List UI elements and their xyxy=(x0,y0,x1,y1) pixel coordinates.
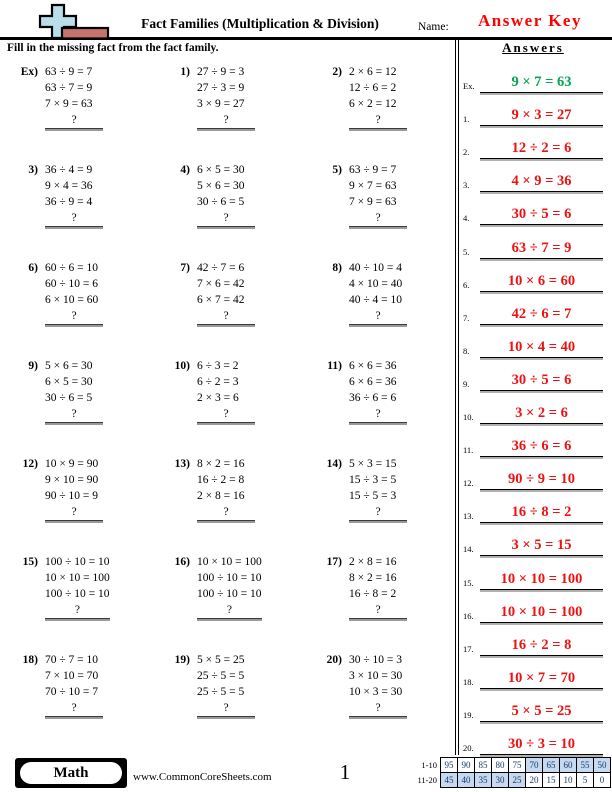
score-cell: 75 xyxy=(508,757,526,773)
score-cell: 95 xyxy=(440,757,458,773)
equation-line: 6 × 6 = 36 xyxy=(349,360,397,372)
problem xyxy=(304,257,455,355)
missing-fact-blank: ? xyxy=(349,700,407,717)
answer-number-label: 2. xyxy=(463,147,470,158)
equation-line: 60 ÷ 10 = 6 xyxy=(45,278,99,290)
answer-value: 16 ÷ 8 = 2 xyxy=(480,504,603,523)
answer-row xyxy=(463,457,603,490)
equation-line: 6 × 10 = 60 xyxy=(45,294,99,306)
score-cell: 30 xyxy=(491,772,509,788)
score-cell: 55 xyxy=(576,757,594,773)
problem xyxy=(0,453,152,551)
fact-family xyxy=(45,554,110,649)
equation-line: 15 ÷ 3 = 5 xyxy=(349,474,397,486)
equation-line: 90 ÷ 10 = 9 xyxy=(45,490,99,502)
equation-line: 30 ÷ 10 = 3 xyxy=(349,654,403,666)
answer-number-label: 6. xyxy=(463,279,470,290)
equation-line: 36 ÷ 9 = 4 xyxy=(45,196,93,208)
answer-value: 3 × 5 = 15 xyxy=(480,537,603,556)
answers-title: Answers xyxy=(502,40,564,55)
fact-family xyxy=(45,358,103,453)
problem-number: 13) xyxy=(174,458,190,470)
answer-number-label: 12. xyxy=(463,478,474,489)
equation-line: 2 × 6 = 12 xyxy=(349,66,397,78)
answer-value: 10 × 7 = 70 xyxy=(480,670,603,689)
problem-number: 7) xyxy=(180,262,190,274)
equation-line: 4 × 10 = 40 xyxy=(349,278,403,290)
fact-family xyxy=(349,358,407,453)
problem xyxy=(152,355,304,453)
answer-number-label: 16. xyxy=(463,610,474,621)
equation-line: 5 × 3 = 15 xyxy=(349,458,397,470)
problem xyxy=(0,355,152,453)
answer-value: 9 × 7 = 63 xyxy=(480,74,603,93)
equation-line: 100 ÷ 10 = 10 xyxy=(197,572,262,584)
fact-family xyxy=(197,456,255,551)
answer-value: 4 × 9 = 36 xyxy=(480,173,603,192)
problem-number: 11) xyxy=(327,360,342,372)
equation-line: 8 × 2 = 16 xyxy=(349,572,397,584)
page-number: 1 xyxy=(339,760,351,784)
equation-line: 9 × 10 = 90 xyxy=(45,474,99,486)
equation-line: 6 × 7 = 42 xyxy=(197,294,245,306)
answer-number-label: 14. xyxy=(463,544,474,555)
fact-family xyxy=(45,652,103,747)
problems-area xyxy=(0,40,455,755)
brand-label: Math xyxy=(20,762,122,784)
missing-fact-blank: ? xyxy=(349,308,407,325)
answer-number-label: 13. xyxy=(463,511,474,522)
equation-line: 7 × 10 = 70 xyxy=(45,670,99,682)
missing-fact-blank: ? xyxy=(45,504,103,521)
equation-line: 9 × 4 = 36 xyxy=(45,180,93,192)
problem xyxy=(0,551,152,649)
score-cell: 35 xyxy=(474,772,492,788)
problem-number: 19) xyxy=(174,654,190,666)
missing-fact-blank: ? xyxy=(45,700,103,717)
missing-fact-blank: ? xyxy=(197,210,255,227)
answer-number-label: 8. xyxy=(463,345,470,356)
answer-value: 10 × 4 = 40 xyxy=(480,339,603,358)
fact-family xyxy=(45,64,103,159)
problem xyxy=(0,649,152,747)
equation-line: 16 ÷ 2 = 8 xyxy=(197,474,245,486)
score-row xyxy=(405,757,611,773)
fact-family xyxy=(45,456,103,551)
equation-line: 7 × 9 = 63 xyxy=(349,196,397,208)
answer-value: 30 ÷ 5 = 6 xyxy=(480,372,603,391)
answer-row xyxy=(463,225,603,258)
equation-line: 6 ÷ 2 = 3 xyxy=(197,376,239,388)
fact-family xyxy=(349,162,407,257)
equation-line: 63 ÷ 9 = 7 xyxy=(349,164,397,176)
problem xyxy=(152,159,304,257)
missing-fact-blank: ? xyxy=(349,210,407,227)
answer-row xyxy=(463,292,603,325)
missing-fact-blank: ? xyxy=(197,112,255,129)
equation-line: 100 ÷ 10 = 10 xyxy=(45,556,110,568)
problem xyxy=(0,257,152,355)
problem-number: 6) xyxy=(28,262,38,274)
answer-value: 10 × 6 = 60 xyxy=(480,273,603,292)
answer-row xyxy=(463,424,603,457)
problem-number: 9) xyxy=(28,360,38,372)
problem xyxy=(304,61,455,159)
equation-line: 7 × 6 = 42 xyxy=(197,278,245,290)
answer-row xyxy=(463,689,603,722)
missing-fact-blank: ? xyxy=(45,210,103,227)
fact-family xyxy=(349,260,407,355)
equation-line: 6 × 5 = 30 xyxy=(45,376,93,388)
problem-number: 16) xyxy=(174,556,190,568)
problem-number: 8) xyxy=(332,262,342,274)
problem-number: 12) xyxy=(22,458,38,470)
problem-number: 17) xyxy=(326,556,342,568)
missing-fact-blank: ? xyxy=(197,406,255,423)
answer-number-label: 17. xyxy=(463,643,474,654)
answer-row xyxy=(463,60,603,93)
score-row-label: 1-10 xyxy=(421,760,437,770)
equation-line: 36 ÷ 4 = 9 xyxy=(45,164,93,176)
name-label: Name: xyxy=(418,21,449,33)
answer-number-label: 11. xyxy=(463,445,474,456)
answer-row xyxy=(463,358,603,391)
problem xyxy=(0,61,152,159)
score-cells xyxy=(440,757,611,773)
score-cell: 15 xyxy=(542,772,560,788)
missing-fact-blank: ? xyxy=(349,602,407,619)
fact-family xyxy=(197,64,255,159)
problem-number: 5) xyxy=(332,164,342,176)
equation-line: 100 ÷ 10 = 10 xyxy=(197,588,262,600)
problem xyxy=(304,649,455,747)
problem-number: Ex) xyxy=(20,66,38,78)
equation-line: 2 × 8 = 16 xyxy=(197,490,245,502)
equation-line: 40 ÷ 10 = 4 xyxy=(349,262,403,274)
equation-line: 2 × 3 = 6 xyxy=(197,392,239,404)
equation-line: 10 × 9 = 90 xyxy=(45,458,99,470)
missing-fact-blank: ? xyxy=(349,112,407,129)
problem xyxy=(304,355,455,453)
answer-row xyxy=(463,556,603,589)
score-cell: 60 xyxy=(559,757,577,773)
problem xyxy=(304,453,455,551)
equation-line: 63 ÷ 9 = 7 xyxy=(45,66,93,78)
equation-line: 3 × 10 = 30 xyxy=(349,670,403,682)
answer-number-label: 9. xyxy=(463,378,470,389)
equation-line: 60 ÷ 6 = 10 xyxy=(45,262,99,274)
fact-family xyxy=(197,358,255,453)
answers-list xyxy=(463,60,603,755)
problem-number: 20) xyxy=(326,654,342,666)
score-row xyxy=(405,772,611,788)
answer-number-label: 4. xyxy=(463,213,470,224)
problem-number: 2) xyxy=(332,66,342,78)
score-cell: 45 xyxy=(440,772,458,788)
problem-number: 15) xyxy=(22,556,38,568)
answer-row xyxy=(463,391,603,424)
footer xyxy=(0,755,612,792)
problem xyxy=(152,453,304,551)
equation-line: 25 ÷ 5 = 5 xyxy=(197,686,245,698)
answer-row xyxy=(463,590,603,623)
equation-line: 5 × 5 = 25 xyxy=(197,654,245,666)
answer-row xyxy=(463,623,603,656)
missing-fact-blank: ? xyxy=(197,602,262,619)
answer-number-label: 18. xyxy=(463,676,474,687)
answer-value: 30 ÷ 5 = 6 xyxy=(480,206,603,225)
missing-fact-blank: ? xyxy=(197,700,255,717)
answer-row xyxy=(463,259,603,292)
answer-value: 10 × 10 = 100 xyxy=(480,571,603,590)
answer-number-label: 1. xyxy=(463,114,470,125)
equation-line: 30 ÷ 6 = 5 xyxy=(45,392,93,404)
problem-number: 10) xyxy=(174,360,190,372)
problem-number: 3) xyxy=(28,164,38,176)
answer-value: 16 ÷ 2 = 8 xyxy=(480,637,603,656)
score-cells xyxy=(440,772,611,788)
answer-value: 12 ÷ 2 = 6 xyxy=(480,140,603,159)
fact-family xyxy=(197,260,255,355)
problems-grid xyxy=(0,61,455,747)
fact-family xyxy=(349,456,407,551)
score-cell: 70 xyxy=(525,757,543,773)
equation-line: 27 ÷ 9 = 3 xyxy=(197,66,245,78)
fact-family xyxy=(349,652,407,747)
answer-number-label: Ex. xyxy=(463,81,475,92)
answer-value: 36 ÷ 6 = 6 xyxy=(480,438,603,457)
fact-family xyxy=(197,652,255,747)
score-cell: 0 xyxy=(593,772,611,788)
fact-family xyxy=(349,64,407,159)
missing-fact-blank: ? xyxy=(349,504,407,521)
score-cell: 5 xyxy=(576,772,594,788)
score-cell: 65 xyxy=(542,757,560,773)
answer-number-label: 5. xyxy=(463,246,470,257)
problem-number: 4) xyxy=(180,164,190,176)
equation-line: 7 × 9 = 63 xyxy=(45,98,93,110)
equation-line: 5 × 6 = 30 xyxy=(197,180,245,192)
site-url: www.CommonCoreSheets.com xyxy=(133,771,272,783)
score-cell: 85 xyxy=(474,757,492,773)
answer-row xyxy=(463,159,603,192)
answer-number-label: 3. xyxy=(463,180,470,191)
fact-family xyxy=(197,162,255,257)
equation-line: 10 × 3 = 30 xyxy=(349,686,403,698)
answer-value: 10 × 10 = 100 xyxy=(480,604,603,623)
problem xyxy=(304,159,455,257)
problem xyxy=(0,159,152,257)
answer-row xyxy=(463,93,603,126)
equation-line: 6 ÷ 3 = 2 xyxy=(197,360,239,372)
missing-fact-blank: ? xyxy=(45,308,103,325)
answer-number-label: 20. xyxy=(463,742,474,753)
header xyxy=(0,0,612,40)
answer-number-label: 10. xyxy=(463,412,474,423)
missing-fact-blank: ? xyxy=(197,308,255,325)
missing-fact-blank: ? xyxy=(45,602,110,619)
equation-line: 70 ÷ 7 = 10 xyxy=(45,654,99,666)
answer-row xyxy=(463,192,603,225)
fact-family xyxy=(349,554,407,649)
answer-value: 63 ÷ 7 = 9 xyxy=(480,240,603,259)
equation-line: 2 × 8 = 16 xyxy=(349,556,397,568)
score-cell: 80 xyxy=(491,757,509,773)
answer-number-label: 19. xyxy=(463,709,474,720)
missing-fact-blank: ? xyxy=(45,406,103,423)
equation-line: 3 × 9 = 27 xyxy=(197,98,245,110)
answers-panel xyxy=(455,37,612,755)
equation-line: 27 ÷ 3 = 9 xyxy=(197,82,245,94)
problem xyxy=(152,61,304,159)
problem xyxy=(152,649,304,747)
score-cell: 10 xyxy=(559,772,577,788)
equation-line: 6 × 5 = 30 xyxy=(197,164,245,176)
answer-number-label: 7. xyxy=(463,312,470,323)
equation-line: 6 × 6 = 36 xyxy=(349,376,397,388)
answer-value: 5 × 5 = 25 xyxy=(480,703,603,722)
equation-line: 63 ÷ 7 = 9 xyxy=(45,82,93,94)
problem-number: 1) xyxy=(180,66,190,78)
score-table xyxy=(405,757,611,788)
score-cell: 90 xyxy=(457,757,475,773)
brand-logo xyxy=(15,758,127,788)
score-cell: 40 xyxy=(457,772,475,788)
fact-family xyxy=(45,260,103,355)
answer-row xyxy=(463,523,603,556)
missing-fact-blank: ? xyxy=(197,504,255,521)
equation-line: 12 ÷ 6 = 2 xyxy=(349,82,397,94)
fact-family xyxy=(45,162,103,257)
equation-line: 6 × 2 = 12 xyxy=(349,98,397,110)
equation-line: 9 × 7 = 63 xyxy=(349,180,397,192)
score-cell: 25 xyxy=(508,772,526,788)
problem xyxy=(152,551,304,649)
problem-number: 14) xyxy=(326,458,342,470)
equation-line: 30 ÷ 6 = 5 xyxy=(197,196,245,208)
answer-key-label: Answer Key xyxy=(478,11,582,30)
answer-value: 9 × 3 = 27 xyxy=(480,107,603,126)
equation-line: 42 ÷ 7 = 6 xyxy=(197,262,245,274)
answer-number-label: 15. xyxy=(463,577,474,588)
problem-number: 18) xyxy=(22,654,38,666)
equation-line: 10 × 10 = 100 xyxy=(45,572,110,584)
equation-line: 36 ÷ 6 = 6 xyxy=(349,392,397,404)
score-cell: 20 xyxy=(525,772,543,788)
answer-value: 3 × 2 = 6 xyxy=(480,405,603,424)
answer-row xyxy=(463,656,603,689)
fact-family xyxy=(197,554,262,649)
answer-row xyxy=(463,325,603,358)
answer-row xyxy=(463,490,603,523)
equation-line: 10 × 10 = 100 xyxy=(197,556,262,568)
equation-line: 100 ÷ 10 = 10 xyxy=(45,588,110,600)
problem xyxy=(152,257,304,355)
equation-line: 16 ÷ 8 = 2 xyxy=(349,588,397,600)
answer-row xyxy=(463,126,603,159)
equation-line: 25 ÷ 5 = 5 xyxy=(197,670,245,682)
equation-line: 15 ÷ 5 = 3 xyxy=(349,490,397,502)
instruction-text: Fill in the missing fact from the fact family. xyxy=(7,42,219,54)
answer-value: 42 ÷ 6 = 7 xyxy=(480,306,603,325)
answer-value: 30 ÷ 3 = 10 xyxy=(480,736,603,755)
missing-fact-blank: ? xyxy=(45,112,103,129)
score-row-label: 11-20 xyxy=(417,775,437,785)
equation-line: 8 × 2 = 16 xyxy=(197,458,245,470)
equation-line: 5 × 6 = 30 xyxy=(45,360,93,372)
page-title: Fact Families (Multiplication & Division) xyxy=(141,16,379,31)
answer-value: 90 ÷ 9 = 10 xyxy=(480,471,603,490)
problem xyxy=(304,551,455,649)
answer-row xyxy=(463,722,603,755)
score-cell: 50 xyxy=(593,757,611,773)
equation-line: 70 ÷ 10 = 7 xyxy=(45,686,99,698)
equation-line: 40 ÷ 4 = 10 xyxy=(349,294,403,306)
missing-fact-blank: ? xyxy=(349,406,407,423)
